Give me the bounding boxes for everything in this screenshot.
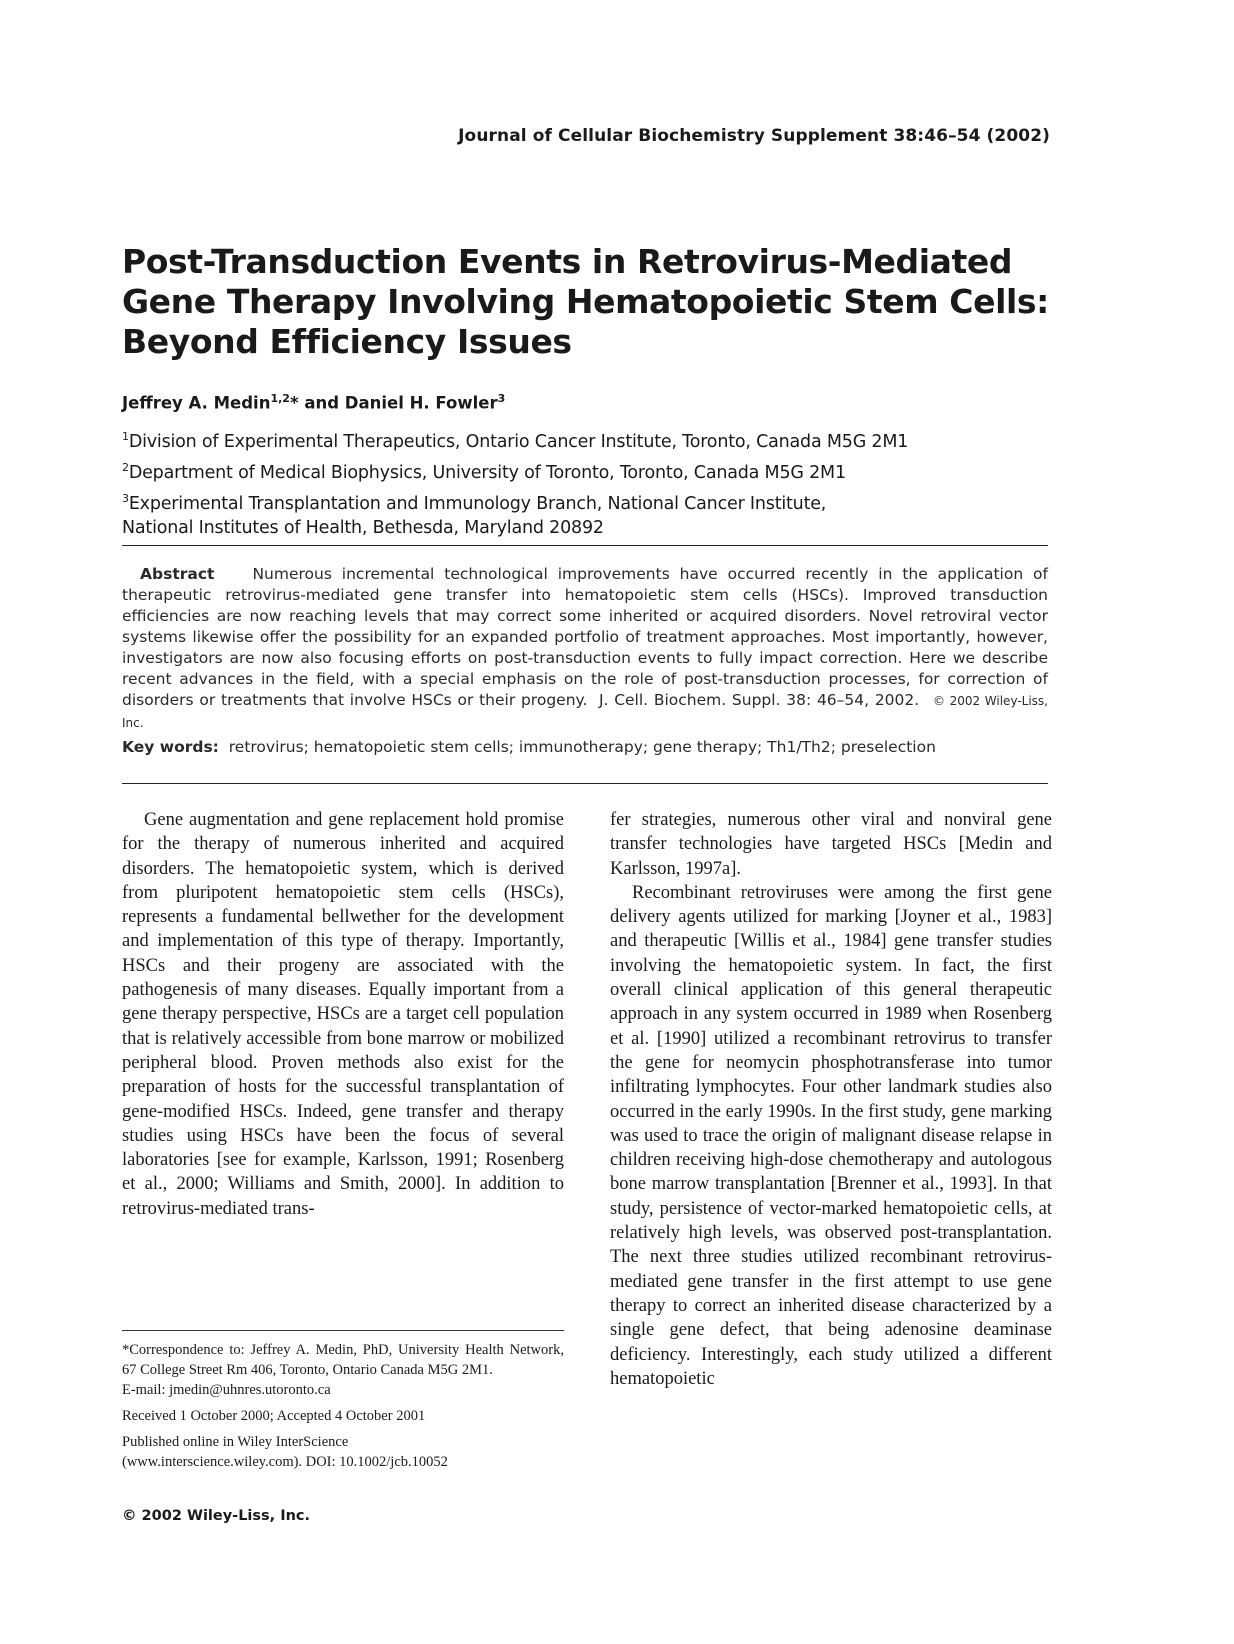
affiliation-text: Division of Experimental Therapeutics, Ontario Cancer Institute, Toronto, Canada M5G 2M1 <box>128 431 909 452</box>
affiliation <box>122 486 908 517</box>
doi: (www.interscience.wiley.com). DOI: 10.1002/jcb.10052 <box>122 1454 448 1470</box>
section-divider <box>122 783 1048 784</box>
author-name: Jeffrey A. Medin <box>122 393 271 413</box>
affiliation-text: Experimental Transplantation and Immunology Branch, National Cancer Institute, <box>128 493 827 514</box>
affiliation-number: 2 <box>122 460 129 474</box>
affiliation-text: National Institutes of Health, Bethesda, Maryland 20892 <box>122 518 604 539</box>
affiliation-text: Department of Medical Biophysics, University of Toronto, Toronto, Canada M5G 2M1 <box>128 462 846 483</box>
article-title: Post-Transduction Events in Retrovirus-Mediated Gene Therapy Involving Hematopoietic Stem Cells: Beyond Efficiency Issues <box>122 242 1049 361</box>
author-name: Daniel H. Fowler <box>344 393 498 413</box>
abstract-label: Abstract <box>140 565 215 583</box>
correspondence-email: E-mail: jmedin@uhnres.utoronto.ca <box>122 1382 331 1398</box>
correspondence-note: *Correspondence to: Jeffrey A. Medin, PhD, University Health Network, 67 College Street Rm 406, Toronto, Ontario Canada M5G 2M1. <box>122 1342 564 1378</box>
body-column-left <box>122 808 564 1221</box>
footnotes <box>122 1340 564 1472</box>
section-divider <box>122 545 1048 546</box>
author-conjunction: and <box>298 393 345 413</box>
affiliation <box>122 455 908 486</box>
abstract-text: Numerous incremental technological improvements have occurred recently in the application of therapeutic retrovirus-mediated gene transfer into hematopoietic stem cells (HSCs). Improved transduction efficiencies are now reaching levels that may correct some inherited or acquired disorders. Novel retroviral vector systems likewise offer the possibility for an expanded portfolio of treatment approaches. Most importantly, however, investigators are now also focusing efforts on post-transduction events to fully impact correction. Here we describe recent advances in the field, with a special emphasis on the role of post-transduction processes, for correction of disorders or treatments that involve HSCs or their progeny. <box>122 565 1048 709</box>
affiliation <box>122 424 908 455</box>
body-column-right <box>610 808 1052 1391</box>
body-paragraph: Gene augmentation and gene replacement hold promise for the therapy of numerous inherited and acquired disorders. The hematopoietic system, which is derived from pluripotent hematopoietic stem cells (HSCs), represents a fundamental bellwether for the development and implementation of this type of therapy. Importantly, HSCs and their progeny are associated with the pathogenesis of many diseases. Equally important from a gene therapy perspective, HSCs are a target cell population that is relatively accessible from bone marrow or mobilized peripheral blood. Proven methods also exist for the preparation of hosts for the successful transplantation of gene-modified HSCs. Indeed, gene transfer and therapy studies using HSCs have been the focus of several laboratories [see for example, Karlsson, 1991; Rosenberg et al., 2000; Williams and Smith, 2000]. In addition to retrovirus-mediated trans- <box>122 810 564 1219</box>
affiliation-number: 3 <box>122 491 129 505</box>
author-list <box>122 392 505 413</box>
affiliation-number: 1 <box>122 430 129 443</box>
body-paragraph: Recombinant retroviruses were among the first gene delivery agents utilized for marking [Joyner et al., 1983] and therapeutic [Willis et al., 1984] gene transfer studies involving the hematopoietic system. In fact, the first overall clinical application of this general therapeutic approach in any system occurred in 1989 when Rosenberg et al. [1990] utilized a recombinant retrovirus to transfer the gene for neomycin phosphotransferase into tumor infiltrating lymphocytes. Four other landmark studies also occurred in the early 1990s. In the first study, gene marking was used to trace the origin of malignant disease relapse in children receiving high-dose chemotherapy and autologous bone marrow transplantation [Brenner et al., 1993]. In that study, persistence of vector-marked hematopoietic cells, at relatively high levels, was observed post-transplantation. The next three studies utilized recombinant retrovirus-mediated gene transfer in the first attempt to use gene therapy to correct an inherited disease characterized by a single gene defect, that being adenosine deaminase deficiency. Interestingly, each study utilized a different hematopoietic <box>610 882 1052 1389</box>
keywords-label: Key words: <box>122 738 219 756</box>
author-affiliation-marker: 1,2 <box>270 392 290 405</box>
abstract <box>122 564 1048 734</box>
keywords <box>122 738 936 756</box>
publication-note: Published online in Wiley InterScience <box>122 1434 349 1450</box>
keywords-text: retrovirus; hematopoietic stem cells; immunotherapy; gene therapy; Th1/Th2; preselection <box>228 738 936 756</box>
abstract-copyright: © 2002 Wiley-Liss, Inc. <box>122 694 1048 730</box>
received-dates: Received 1 October 2000; Accepted 4 October 2001 <box>122 1408 426 1424</box>
abstract-citation: J. Cell. Biochem. Suppl. 38: 46–54, 2002. <box>598 691 920 709</box>
affiliation-list <box>122 424 908 541</box>
affiliation <box>122 516 908 541</box>
footnote-divider <box>122 1330 564 1331</box>
author-affiliation-marker: 3 <box>497 392 506 405</box>
journal-header: Journal of Cellular Biochemistry Supplement 38:46–54 (2002) <box>458 126 1050 146</box>
copyright-notice: © 2002 Wiley-Liss, Inc. <box>122 1508 311 1524</box>
corresponding-author-marker: * <box>289 393 299 413</box>
body-paragraph: fer strategies, numerous other viral and nonviral gene transfer technologies have targeted HSCs [Medin and Karlsson, 1997a]. <box>610 810 1052 879</box>
